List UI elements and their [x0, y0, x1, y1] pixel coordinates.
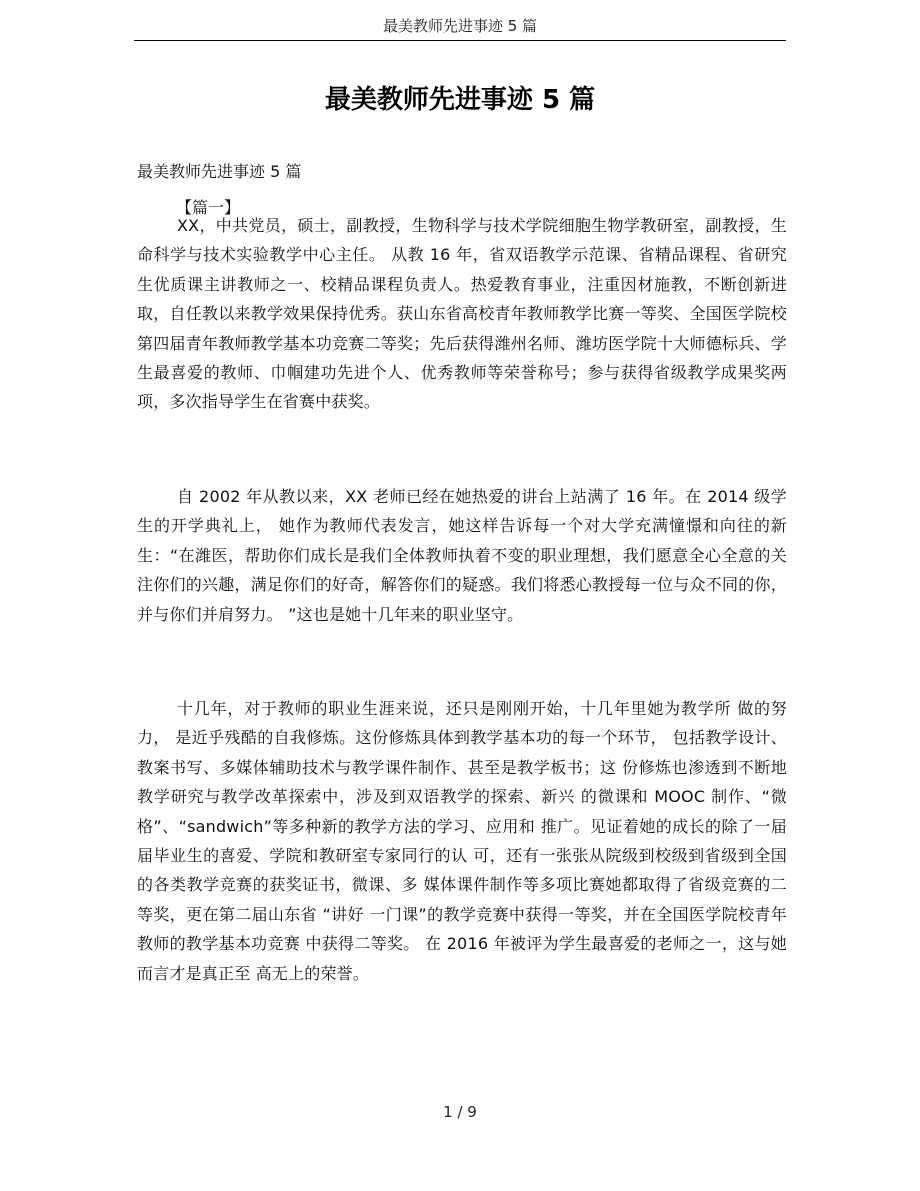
document-subtitle: 最美教师先进事迹 5 篇 — [137, 162, 302, 181]
page-number: 1 / 9 — [443, 1103, 477, 1121]
paragraph-2: 自 2002 年从教以来，XX 老师已经在她热爱的讲台上站满了 16 年。在 2014 级学生的开学典礼上， 她作为教师代表发言，她这样告诉每一个对大学充满憧憬和向往的新生：“在潍医，帮助你们成长是我们全体教师执着不变的职业理想，我们愿意全心全意的关注你们的兴趣，满足你们的好奇，解答你们的疑惑。我们将悉心教授每一位与众不同的你，并与你们并肩努力。 ”这也是她十几年来的职业坚守。 — [137, 487, 787, 624]
document-title: 最美教师先进事迹 5 篇 — [324, 85, 596, 115]
paragraph-3: 十几年，对于教师的职业生涯来说，还只是刚刚开始，十几年里她为教学所 做的努力， 是近乎残酷的自我修炼。这份修炼具体到教学基本功的每一个环节， 包括教学设计、教案书写、多媒体辅助技术与教学课件制作、甚至是教学板书；这 份修炼也渗透到不断地教学研究与教学改革探索中，涉及到双语教学的探索、新兴 的微课和 MOOC 制作、“微格”、“sandwich”等多种新的教学方法的学习、应用和 推广。见证着她的成长的除了一届届毕业生的喜爱、学院和教研室专家同行的认 可，还有一张张从院级到校级到省级到全国的各类教学竞赛的获奖证书，微课、多 媒体课件制作等多项比赛她都取得了省级竞赛的二等奖，更在第二届山东省 “讲好 一门课”的教学竞赛中获得一等奖，并在全国医学院校青年教师的教学基本功竞赛 中获得二等奖。 在 2016 年被评为学生最喜爱的老师之一，这与她而言才是真正至 高无上的荣誉。 — [137, 699, 787, 983]
paragraph-1: XX，中共党员，硕士，副教授，生物科学与技术学院细胞生物学教研室，副教授，生命科学与技术实验教学中心主任。 从教 16 年，省双语教学示范课、省精品课程、省研究生优质课主讲教师之一、校精品课程负责人。热爱教育事业，注重因材施教，不断创新进取，自任教以来教学效果保持优秀。获山东省高校青年教师教学比赛一等奖、全国医学院校第四届青年教师教学基本功竞赛二等奖；先后获得潍州名师、潍坊医学院十大师德标兵、学生最喜爱的教师、巾帼建功先进个人、优秀教师等荣誉称号；参与获得省级教学成果奖两项，多次指导学生在省赛中获奖。 — [137, 216, 787, 412]
running-header-title: 最美教师先进事迹 5 篇 — [382, 17, 538, 35]
section-label: 【篇一】 — [176, 198, 241, 217]
running-header — [134, 14, 786, 41]
